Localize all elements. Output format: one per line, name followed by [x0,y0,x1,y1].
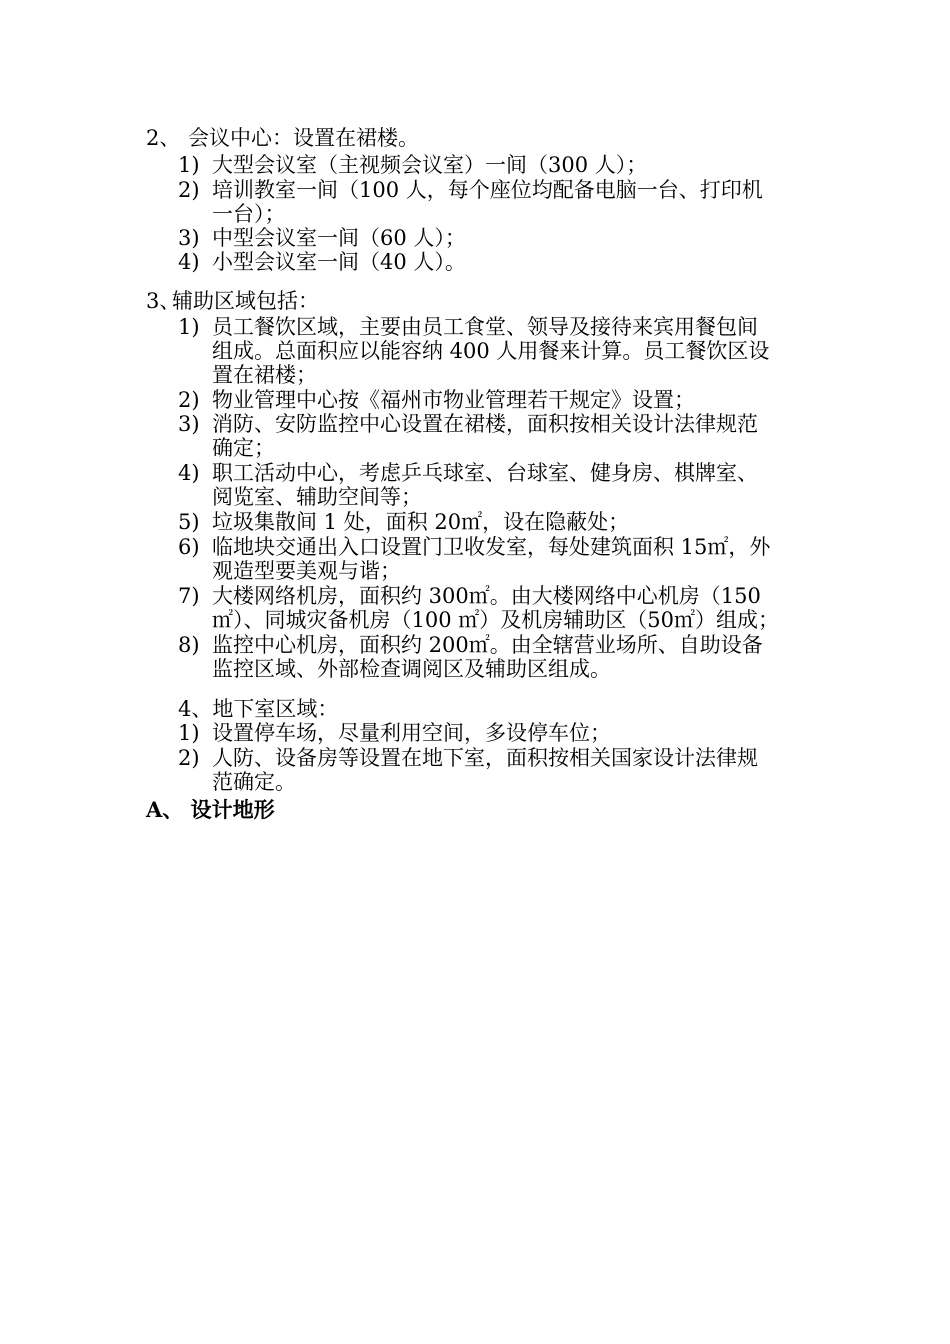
item-text: 大楼网络机房，面积约 300㎡。由大楼网络中心机房（150 [212,584,761,608]
section-number: 2、 [146,126,181,150]
item-number: 2) [178,178,200,202]
item-text: 监控中心机房，面积约 200㎡。由全辖营业场所、自助设备 [212,633,763,657]
item-text: 监控区域、外部检查调阅区及辅助区组成。 [212,657,611,681]
item-text: 中型会议室一间（60 人）； [212,226,466,250]
item-text: 消防、安防监控中心设置在裙楼，面积按相关设计法律规范 [212,412,758,436]
section-heading: 4、地下室区域： [178,697,339,721]
item-number: 2) [178,388,200,412]
section-heading: 会议中心：设置在裙楼。 [188,126,419,150]
item-text: 设置停车场，尽量利用空间，多设停车位； [212,721,611,745]
item-text: 范确定。 [212,770,296,794]
item-text: 置在裙楼； [212,363,317,387]
item-number: 7) [178,584,200,608]
section-heading: 辅助区域包括： [172,289,319,313]
item-text: 大型会议室（主视频会议室）一间（300 人）； [212,153,648,177]
section-number: 3、 [146,289,181,313]
item-text: 阅览室、辅助空间等； [212,485,422,509]
item-number: 8) [178,633,200,657]
item-text: 培训教室一间（100 人，每个座位均配备电脑一台、打印机 [212,178,763,202]
item-number: 3) [178,226,200,250]
item-number: 1) [178,153,200,177]
item-text: 确定； [212,436,275,460]
subheading-design-terrain: A、 设计地形 [146,797,275,822]
item-text: 小型会议室一间（40 人）。 [212,250,466,274]
item-text: 临地块交通出入口设置门卫收发室，每处建筑面积 15㎡，外 [212,535,771,559]
item-text: 组成。总面积应以能容纳 400 人用餐来计算。员工餐饮区设 [212,339,770,363]
item-text: 人防、设备房等设置在地下室，面积按相关国家设计法律规 [212,746,758,770]
item-number: 4) [178,250,200,274]
item-number: 3) [178,412,200,436]
item-number: 1) [178,721,200,745]
item-text: 一台）； [212,202,286,226]
item-number: 4) [178,461,200,485]
item-number: 5) [178,510,200,534]
item-text: 员工餐饮区域，主要由员工食堂、领导及接待来宾用餐包间 [212,315,758,339]
item-text: ㎡）、同城灾备机房（100 ㎡）及机房辅助区（50㎡）组成； [212,608,779,632]
item-number: 1) [178,315,200,339]
item-text: 职工活动中心，考虑乒乓球室、台球室、健身房、棋牌室、 [212,461,758,485]
item-text: 物业管理中心按《福州市物业管理若干规定》设置； [212,388,695,412]
item-text: 观造型要美观与谐； [212,559,401,583]
item-number: 6) [178,535,200,559]
item-number: 2) [178,746,200,770]
item-text: 垃圾集散间 1 处，面积 20㎡，设在隐蔽处； [212,510,630,534]
